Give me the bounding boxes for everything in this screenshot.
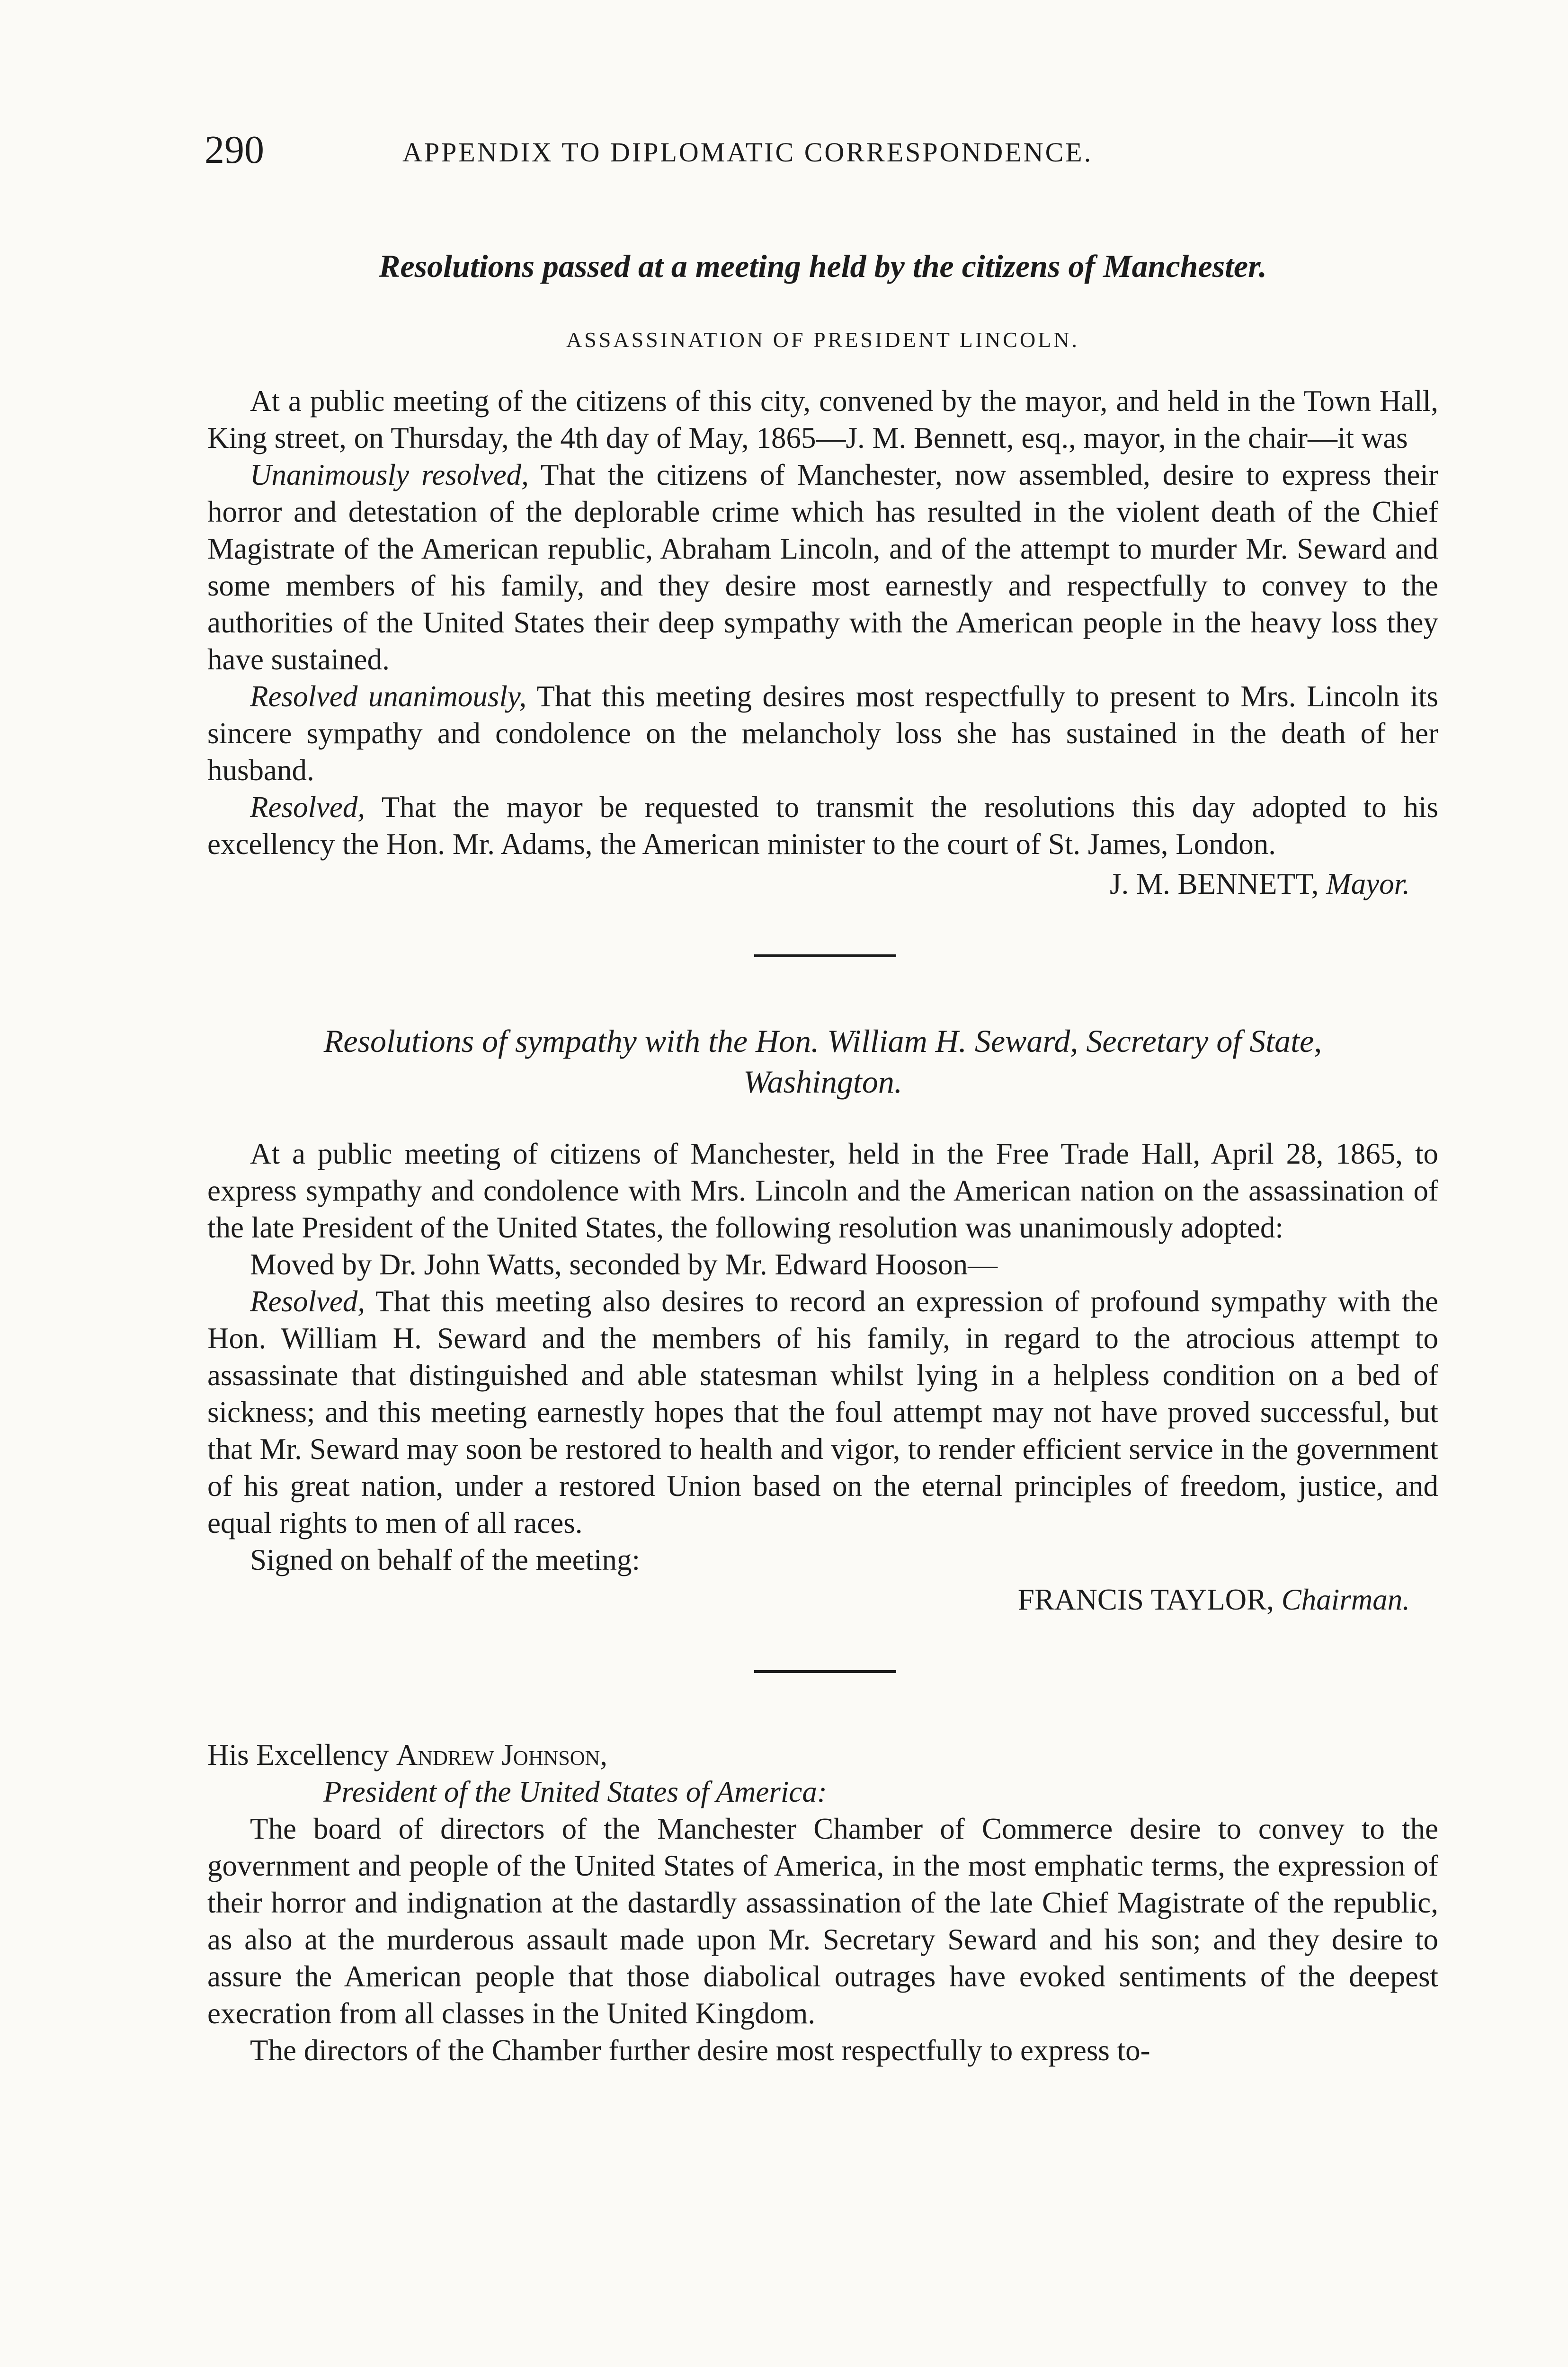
section-seward-resolutions [207,1021,1438,1618]
paragraph: The directors of the Chamber further desire most respectfully to express to- [250,2034,1150,2067]
paragraph: At a public meeting of the citizens of this city, convened by the mayor, and held in the Town Hall, King street, on Thursday, the 4th day of May, 1865—J. M. Bennett, esq., mayor, in the chair—it was [207,384,1438,454]
page-header [205,124,1435,176]
signature [207,865,1438,902]
paragraph: Moved by Dr. John Watts, seconded by Mr. Edward Hooson— [250,1248,998,1281]
resolution-lead: Resolved, [250,791,365,824]
section-title [207,1021,1438,1102]
section-divider [207,902,1438,1021]
page-number: 290 [205,128,264,172]
resolution-text: That this meeting also desires to record an expression of profound sympathy with the Hon. William H. Seward and the members of his family, in regard to the atrocious attempt to assassinate that distinguished and able statesman whilst lying in a helpless condition on a bed of sickness; and this meeting earnestly hopes that the foul attempt may not have proved successful, but that Mr. Seward may soon be restored to health and vigor, to render efficient service in the government of his great nation, under a restored Union based on the eternal principles of freedom, justice, and equal rights to men of all races. [207,1285,1438,1539]
section-subhead: ASSASSINATION OF PRESIDENT LINCOLN. [566,328,1080,352]
paragraph: The board of directors of the Manchester Chamber of Commerce desire to convey to the government and people of the United States of America, in the most emphatic terms, the expression of their horror and indignation at the dastardly assassination of the late Chief Magistrate of the republic, as also at the murderous assault made upon Mr. Secretary Seward and his son; and they desire to assure the American people that those diabolical outrages have evoked sentiments of the deepest execration from all classes in the United Kingdom. [207,1812,1438,2030]
divider-rule [754,1670,896,1673]
addressee-line [207,1736,1438,1773]
running-title: APPENDIX TO DIPLOMATIC CORRESPONDENCE. [402,137,1093,168]
signatory-title: Chairman. [1281,1583,1410,1616]
resolution-text: That the mayor be requested to transmit the resolutions this day adopted to his excellency the Hon. Mr. Adams, the American minister to the court of St. James, London. [207,791,1438,861]
section-title: Resolutions passed at a meeting held by the citizens of Manchester. [379,248,1267,284]
addressee-name: Andrew Johnson, [396,1738,608,1771]
section-title-line: Resolutions of sympathy with the Hon. William H. Seward, Secretary of State, [323,1023,1322,1059]
addressee-prefix: His Excellency [207,1738,396,1771]
signature [207,1581,1438,1618]
signatory-title: Mayor. [1326,867,1410,900]
resolution-lead: Unanimously resolved, [250,458,529,491]
paragraph [207,678,1438,789]
resolution-text: That the citizens of Manchester, now assembled, desire to express their horror and detestation of the deplorable crime which has resulted in the violent death of the Chief Magistrate of the American republic, Abraham Lincoln, and of the attempt to murder Mr. Seward and some members of his family, and they desire most earnestly and respectfully to convey to the authorities of the United States their deep sympathy with the American people in the heavy loss they have sustained. [207,458,1438,676]
divider-rule [754,954,896,957]
resolution-text: That this meeting desires most respectfully to present to Mrs. Lincoln its sincere sympathy and condolence on the melancholy loss she has sustained in the death of her husband. [207,680,1438,787]
paragraph [207,1283,1438,1541]
paragraph [207,456,1438,678]
paragraph: Signed on behalf of the meeting: [250,1543,641,1576]
paragraph [207,789,1438,863]
section-title-line: Washington. [743,1064,902,1100]
section-chamber-address [207,1736,1438,2069]
section-manchester-resolutions [207,246,1438,902]
resolution-lead: Resolved, [250,1285,365,1318]
signatory-name: J. M. BENNETT, [1109,867,1319,900]
addressee-title: President of the United States of America: [323,1775,827,1808]
page-body [207,246,1438,2069]
paragraph: At a public meeting of citizens of Manchester, held in the Free Trade Hall, April 28, 1865, to express sympathy and condolence with Mrs. Lincoln and the American nation on the assassination of the late President of the United States, the following resolution was unanimously adopted: [207,1137,1438,1244]
signatory-name: FRANCIS TAYLOR, [1017,1583,1274,1616]
resolution-lead: Resolved unanimously, [250,680,527,713]
section-divider [207,1618,1438,1736]
